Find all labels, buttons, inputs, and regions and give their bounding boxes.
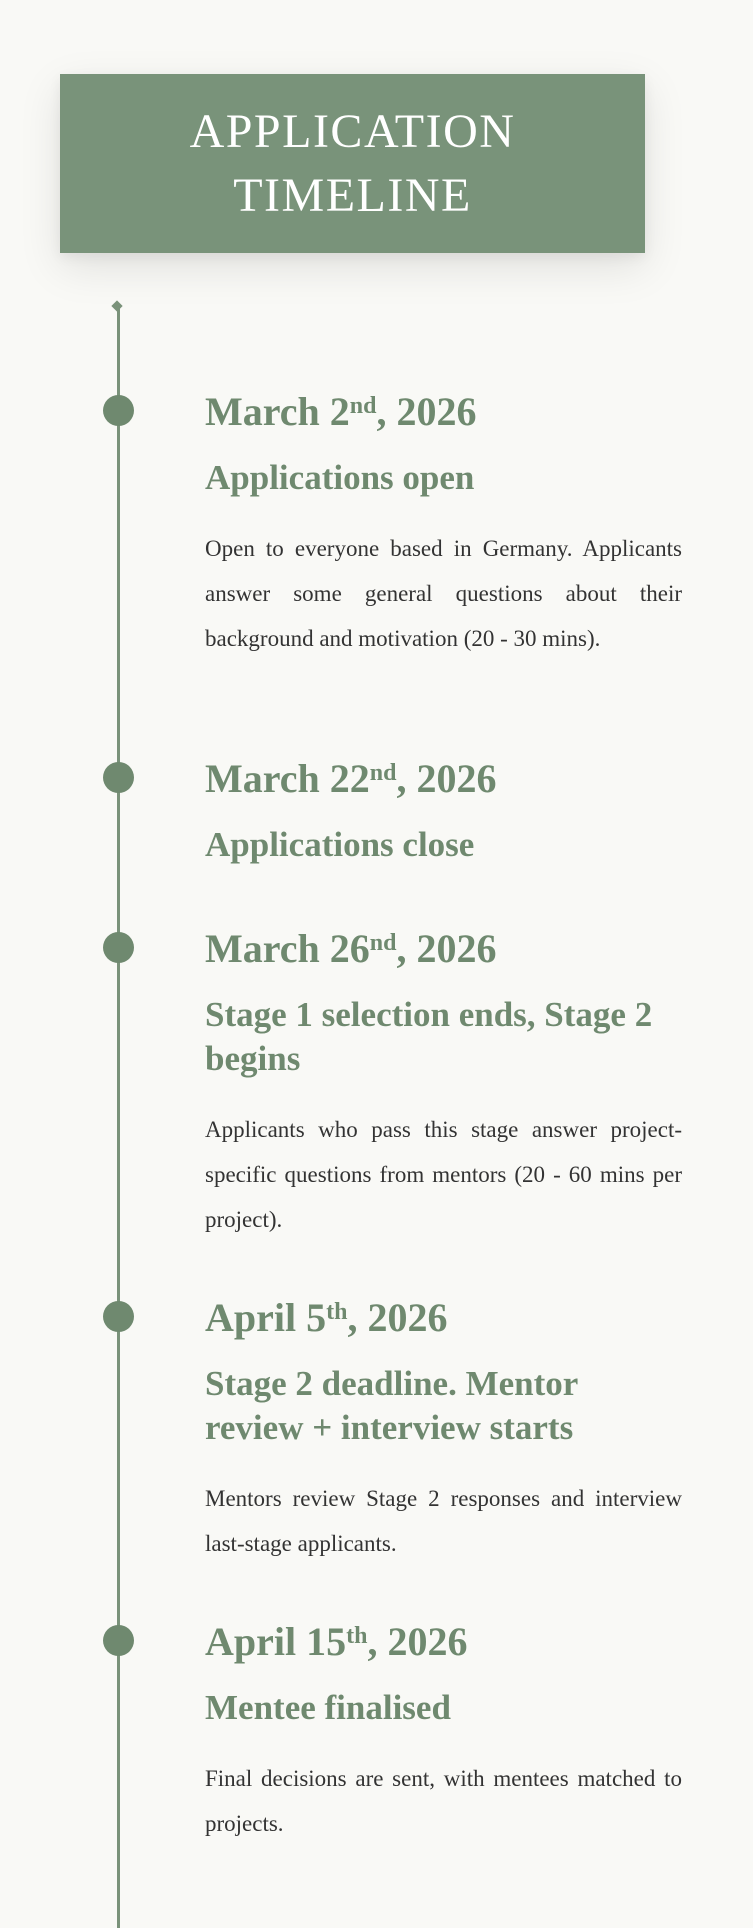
event-description: Applicants who pass this stage answer project-specific questions from mentors (20 - 60 mins per project). — [205, 1117, 682, 1232]
timeline-dot — [103, 762, 134, 793]
event-date-year: , 2026 — [396, 756, 497, 801]
event-description: Open to everyone based in Germany. Applicants answer some general questions about their background and motivation (20 - 30 mins). — [205, 536, 682, 651]
page-title: APPLICATION TIMELINE — [189, 104, 516, 222]
event-date-main: March 26 — [205, 926, 370, 971]
timeline-line — [117, 304, 120, 1928]
event-date-suffix: th — [326, 1299, 348, 1325]
timeline-event — [205, 755, 682, 867]
event-date-year: , 2026 — [367, 1619, 468, 1664]
event-date — [205, 755, 682, 803]
event-description: Final decisions are sent, with mentees matched to projects. — [205, 1766, 682, 1836]
event-heading: Applications close — [205, 825, 475, 864]
timeline-dot — [103, 932, 134, 963]
event-date-suffix: th — [346, 1623, 368, 1649]
event-date — [205, 925, 682, 973]
event-date-suffix: nd — [369, 760, 397, 786]
timeline-dot — [103, 395, 134, 426]
event-date-suffix: nd — [369, 930, 397, 956]
event-date-main: April 5 — [205, 1295, 327, 1340]
event-heading: Applications open — [205, 458, 475, 497]
title-banner — [60, 74, 645, 253]
event-date — [205, 388, 682, 436]
timeline-event — [205, 1294, 682, 1566]
timeline-dot — [103, 1625, 134, 1656]
event-date-main: March 22 — [205, 756, 370, 801]
event-description: Mentors review Stage 2 responses and interview last-stage applicants. — [205, 1486, 682, 1556]
timeline-dot — [103, 1301, 134, 1332]
event-date-year: , 2026 — [396, 926, 497, 971]
timeline-event — [205, 925, 682, 1242]
event-date-year: , 2026 — [347, 1295, 448, 1340]
event-date — [205, 1618, 682, 1666]
event-heading: Mentee finalised — [205, 1688, 451, 1727]
event-date-main: March 2 — [205, 389, 350, 434]
event-date — [205, 1294, 682, 1342]
timeline-event — [205, 388, 682, 661]
event-date-main: April 15 — [205, 1619, 347, 1664]
event-date-suffix: nd — [349, 393, 377, 419]
event-heading: Stage 1 selection ends, Stage 2 begins — [205, 995, 653, 1078]
event-date-year: , 2026 — [376, 389, 477, 434]
timeline-event — [205, 1618, 682, 1846]
event-heading: Stage 2 deadline. Mentor review + interview starts — [205, 1364, 578, 1447]
